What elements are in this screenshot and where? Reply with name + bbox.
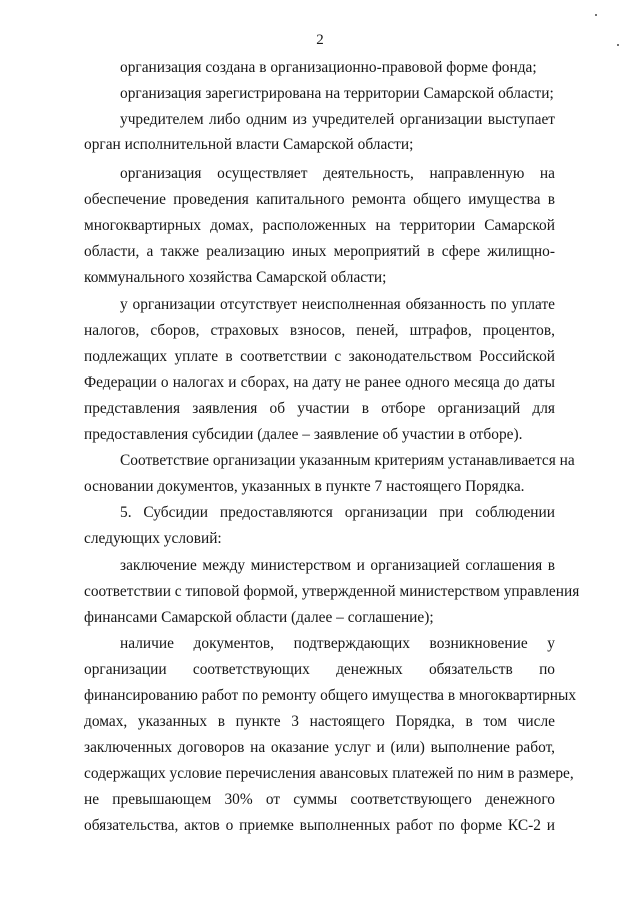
text-line: организация зарегистрирована на территории Самарской области;: [120, 85, 554, 102]
page-number: 2: [316, 32, 324, 48]
text-line: орган исполнительной власти Самарской области;: [84, 136, 414, 153]
text-line: представления заявления об участии в отборе организаций для: [84, 400, 555, 417]
text-line: домах, указанных в пункте 3 настоящего Порядка, в том числе: [84, 713, 555, 730]
text-line: соответствии с типовой формой, утвержденной министерством управления: [84, 583, 580, 600]
text-line: Соответствие организации указанным критериям устанавливается на: [120, 452, 575, 469]
text-line: следующих условий:: [84, 530, 222, 547]
text-line: содержащих условие перечисления авансовых платежей по ним в размере,: [84, 765, 574, 782]
text-line: не превышающем 30% от суммы соответствующего денежного: [84, 791, 555, 808]
text-line: организация осуществляет деятельность, направленную на: [120, 165, 555, 182]
text-line: финансами Самарской области (далее – соглашение);: [84, 609, 434, 626]
text-line: заключенных договоров на оказание услуг и (или) выполнение работ,: [84, 739, 555, 756]
text-line: у организации отсутствует неисполненная обязанность по уплате: [120, 296, 555, 313]
text-line: 5. Субсидии предоставляются организации при соблюдении: [120, 504, 555, 521]
text-line: налогов, сборов, страховых взносов, пеней, штрафов, процентов,: [84, 322, 555, 339]
text-line: многоквартирных домах, расположенных на территории Самарской: [84, 217, 555, 234]
text-line: организации соответствующих денежных обязательств по: [84, 661, 555, 678]
text-line: Федерации о налогах и сборах, на дату не ранее одного месяца до даты: [84, 374, 555, 391]
text-line: организация создана в организационно-правовой форме фонда;: [120, 59, 537, 76]
scan-speck: [595, 14, 597, 16]
text-line: области, а также реализацию иных мероприятий в сфере жилищно-: [84, 243, 555, 260]
text-line: обеспечение проведения капитального ремонта общего имущества в: [84, 191, 555, 208]
text-line: наличие документов, подтверждающих возникновение у: [120, 635, 555, 652]
text-line: предоставления субсидии (далее – заявление об участии в отборе).: [84, 426, 523, 443]
text-line: подлежащих уплате в соответствии с законодательством Российской: [84, 348, 555, 365]
text-line: основании документов, указанных в пункте 7 настоящего Порядка.: [84, 478, 525, 495]
text-line: учредителем либо одним из учредителей организации выступает: [120, 111, 555, 128]
text-line: обязательства, актов о приемке выполненных работ по форме КС-2 и: [84, 817, 555, 834]
text-line: финансированию работ по ремонту общего имущества в многоквартирных: [84, 687, 577, 704]
text-line: коммунального хозяйства Самарской области;: [84, 269, 387, 286]
text-line: заключение между министерством и организацией соглашения в: [120, 557, 555, 574]
